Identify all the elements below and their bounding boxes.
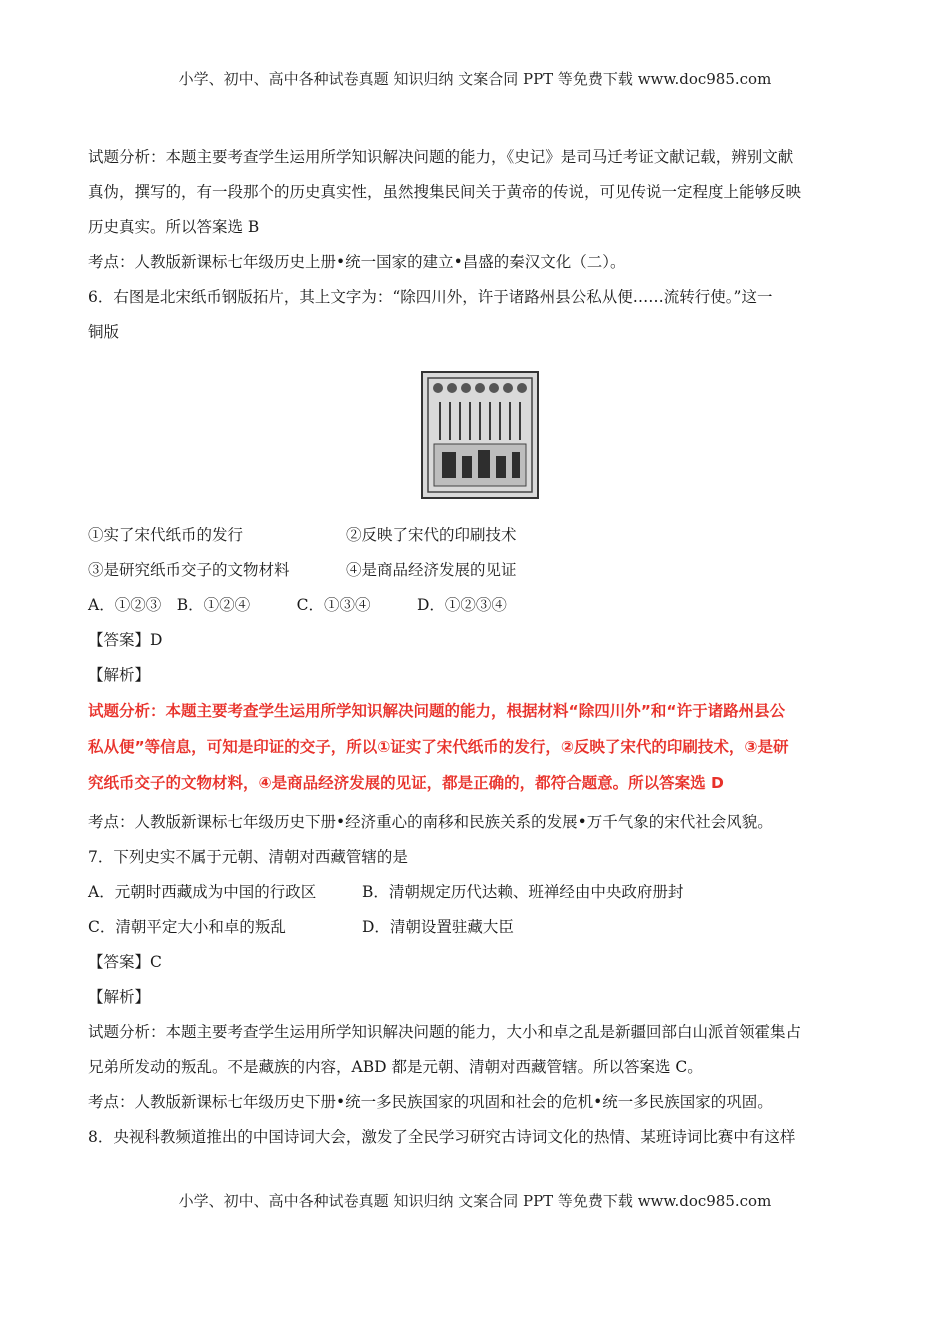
q8-stem-line-1: 8．央视科教频道推出的中国诗词大会，激发了全民学习研究古诗词文化的热情、某班诗词比赛中有这样 bbox=[88, 1128, 796, 1146]
q7-analysis-line-2: 兄弟所发动的叛乱。不是藏族的内容，ABD 都是元朝、清朝对西藏管辖。所以答案选 C。 bbox=[88, 1058, 703, 1076]
q7-stem: 7．下列史实不属于元朝、清朝对西藏管辖的是 bbox=[88, 848, 408, 866]
banknote-rubbing-image bbox=[420, 370, 540, 500]
q6-analysis-line-2: 私从便”等信息，可知是印证的交子，所以①证实了宋代纸币的发行，②反映了宋代的印刷技术，③是研 bbox=[88, 738, 789, 756]
q6-option-4: ④是商品经济发展的见证 bbox=[346, 561, 517, 579]
q6-option-3: ③是研究纸币交子的文物材料 bbox=[88, 561, 290, 579]
q6-knowledge-point: 考点：人教版新课标七年级历史下册•经济重心的南移和民族关系的发展•万千气象的宋代社会风貌。 bbox=[88, 813, 773, 831]
q7-option-a: A．元朝时西藏成为中国的行政区 bbox=[88, 883, 317, 901]
page-header: 小学、初中、高中各种试卷真题 知识归纳 文案合同 PPT 等免费下载 www.doc985.com bbox=[178, 70, 772, 88]
q7-options-row-1 bbox=[88, 875, 868, 910]
q6-stem-line-2: 铜版 bbox=[88, 323, 120, 341]
q6-options-row-2 bbox=[88, 553, 868, 588]
q6-option-1: ①实了宋代纸币的发行 bbox=[88, 526, 244, 544]
q7-analysis-label: 【解析】 bbox=[88, 988, 151, 1006]
q7-knowledge-point: 考点：人教版新课标七年级历史下册•统一多民族国家的巩固和社会的危机•统一多民族国家的巩固。 bbox=[88, 1093, 773, 1111]
q6-analysis-line-1: 试题分析：本题主要考查学生运用所学知识解决问题的能力，根据材料“除四川外”和“许于诸路州县公 bbox=[88, 702, 786, 720]
q5-knowledge-point: 考点：人教版新课标七年级历史上册•统一国家的建立•昌盛的秦汉文化（二）。 bbox=[88, 253, 626, 271]
q7-option-d: D．清朝设置驻藏大臣 bbox=[362, 918, 514, 936]
q6-analysis-label: 【解析】 bbox=[88, 666, 151, 684]
q6-stem-line-1: 6．右图是北宋纸币钢版拓片，其上文字为：“除四川外，许于诸路州县公私从便……流转行使。”这一 bbox=[88, 288, 773, 306]
q6-options-row-1 bbox=[88, 518, 868, 553]
q6-analysis-line-3: 究纸币交子的文物材料，④是商品经济发展的见证，都是正确的，都符合题意。所以答案选 D bbox=[88, 774, 724, 792]
q6-choices: A．①②③ B．①②④ C．①③④ D．①②③④ bbox=[88, 596, 507, 614]
q7-option-c: C．清朝平定大小和卓的叛乱 bbox=[88, 918, 286, 936]
q5-analysis-line-3: 历史真实。所以答案选 B bbox=[88, 218, 260, 236]
q6-option-2: ②反映了宋代的印刷技术 bbox=[346, 526, 517, 544]
q7-answer: 【答案】C bbox=[88, 953, 162, 971]
page-footer: 小学、初中、高中各种试卷真题 知识归纳 文案合同 PPT 等免费下载 www.doc985.com bbox=[178, 1192, 772, 1210]
q5-analysis-line-1: 试题分析：本题主要考查学生运用所学知识解决问题的能力，《史记》是司马迁考证文献记载，辨别文献 bbox=[88, 148, 794, 166]
q7-options-row-2 bbox=[88, 910, 868, 945]
q7-option-b: B．清朝规定历代达赖、班禅经由中央政府册封 bbox=[362, 883, 684, 901]
q6-answer: 【答案】D bbox=[88, 631, 163, 649]
document-body bbox=[88, 140, 868, 1155]
q7-analysis-line-1: 试题分析：本题主要考查学生运用所学知识解决问题的能力，大小和卓之乱是新疆回部白山派首领霍集占 bbox=[88, 1023, 802, 1041]
q5-analysis-line-2: 真伪，撰写的，有一段那个的历史真实性，虽然搜集民间关于黄帝的传说，可见传说一定程度上能够反映 bbox=[88, 183, 802, 201]
